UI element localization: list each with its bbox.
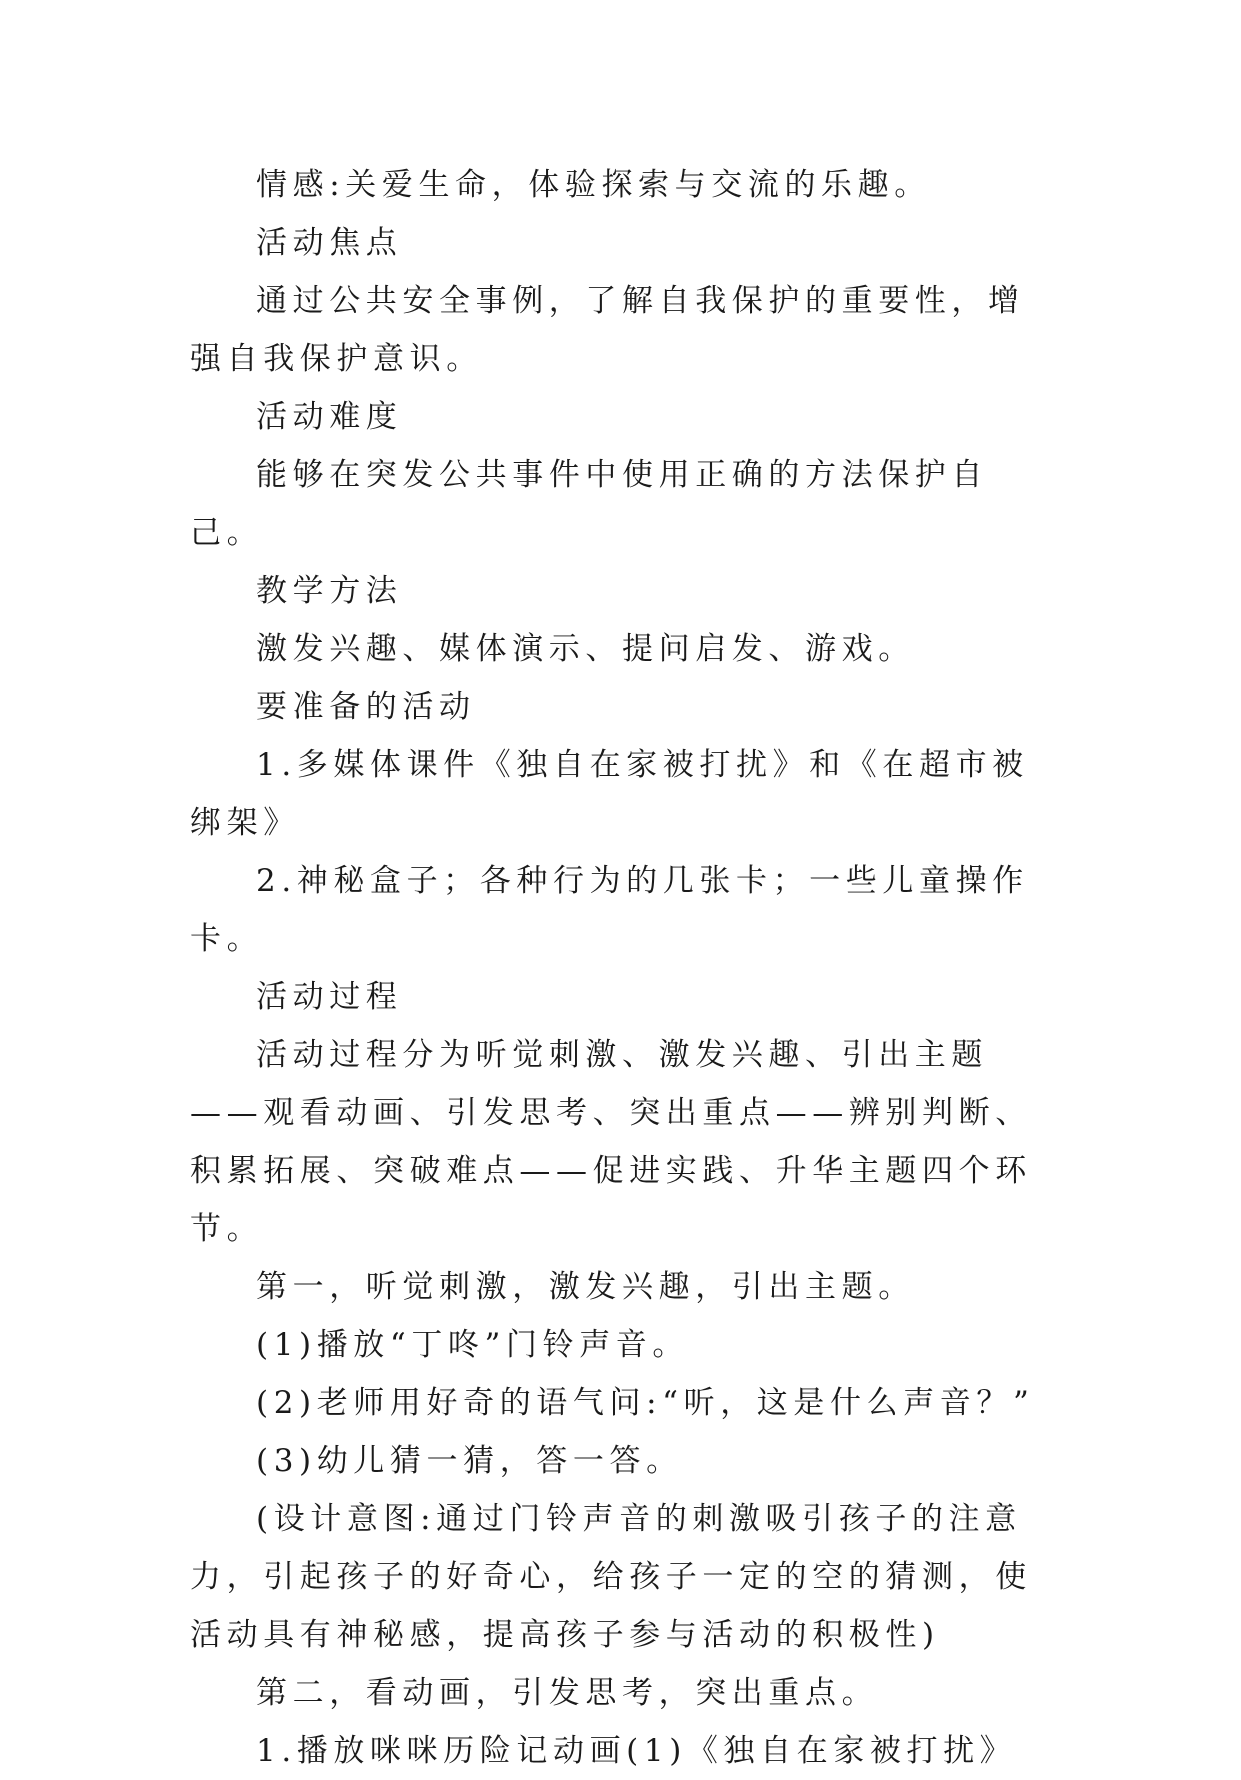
- heading-activity-difficulty: 活动难度: [256, 399, 403, 435]
- heading-activity-process: 活动过程: [256, 979, 403, 1015]
- paragraph-teaching-method: 激发兴趣、媒体演示、提问启发、游戏。: [256, 631, 915, 667]
- paragraph-step-two: 第二，看动画，引发思考，突出重点。: [256, 1675, 879, 1711]
- paragraph-step-one: 第一，听觉刺激，激发兴趣，引出主题。: [256, 1269, 915, 1305]
- paragraph-preparation-2: 2.神秘盒子；各种行为的几张卡；一些儿童操作卡。: [190, 863, 1029, 957]
- heading-teaching-method: 教学方法: [256, 573, 403, 609]
- paragraph-step-one-item-3: (3)幼儿猜一猜，答一答。: [256, 1443, 683, 1479]
- paragraph-step-one-item-1: (1)播放“丁咚”门铃声音。: [256, 1327, 690, 1363]
- paragraph-preparation-1: 1.多媒体课件《独自在家被打扰》和《在超市被绑架》: [190, 747, 1029, 841]
- paragraph-step-one-item-2: (2)老师用好奇的语气问:“听，这是什么声音？”: [256, 1385, 1035, 1421]
- document-body: [190, 156, 1060, 1780]
- paragraph-design-intent: (设计意图:通过门铃声音的刺激吸引孩子的注意力，引起孩子的好奇心，给孩子一定的空的猜测，使活动具有神秘感，提高孩子参与活动的积极性): [190, 1501, 1032, 1653]
- paragraph-process-overview: 活动过程分为听觉刺激、激发兴趣、引出主题——观看动画、引发思考、突出重点——辨别判断、积累拓展、突破难点——促进实践、升华主题四个环节。: [190, 1037, 1032, 1247]
- paragraph-activity-difficulty: 能够在突发公共事件中使用正确的方法保护自己。: [190, 457, 988, 551]
- heading-preparation: 要准备的活动: [256, 689, 476, 725]
- heading-activity-focus: 活动焦点: [256, 225, 403, 261]
- paragraph-step-two-item-1: 1.播放咪咪历险记动画(1)《独自在家被打扰》: [256, 1733, 1017, 1769]
- paragraph-activity-focus: 通过公共安全事例，了解自我保护的重要性，增强自我保护意识。: [190, 283, 1025, 377]
- paragraph-emotion-goal: 情感:关爱生命，体验探索与交流的乐趣。: [256, 167, 931, 203]
